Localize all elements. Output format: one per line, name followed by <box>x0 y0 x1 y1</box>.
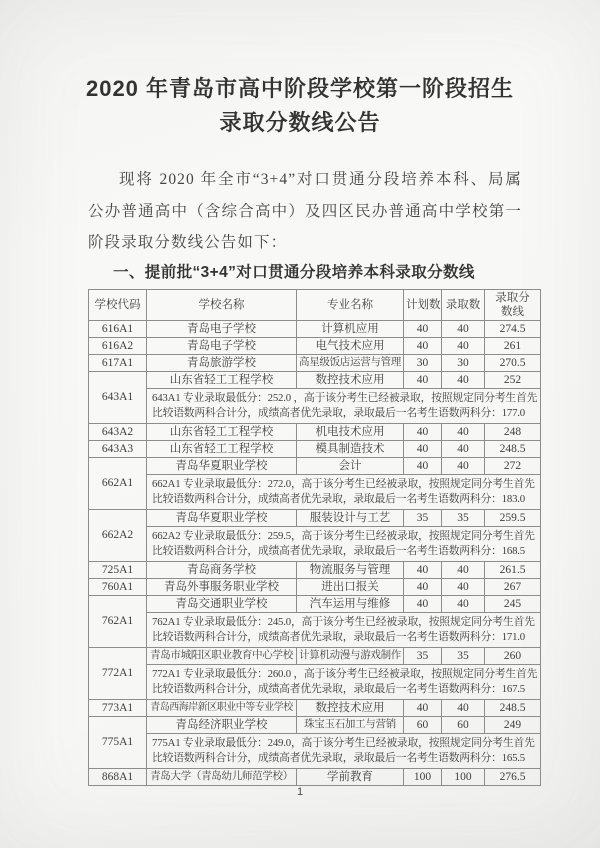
school-code-cell: 617A1 <box>89 354 147 371</box>
school-code-cell: 643A3 <box>89 440 147 457</box>
title-line-2: 录取分数线公告 <box>219 110 381 135</box>
score-line-cell: 270.5 <box>485 354 541 371</box>
school-code-cell: 662A1 <box>89 457 147 509</box>
note-line: 比较语数两科合计分，成绩高者优先录取，录取最后一名考生语数两科分：168.5 <box>152 544 525 557</box>
admitted-count-cell: 40 <box>442 457 485 474</box>
section-heading: 一、提前批“3+4”对口贯通分段培养本科录取分数线 <box>113 263 475 281</box>
score-line-cell: 248.5 <box>485 440 541 457</box>
admitted-count-cell: 40 <box>442 561 485 578</box>
school-name-cell: 青岛交通职业学校 <box>147 595 297 612</box>
plan-count-cell: 40 <box>404 423 442 440</box>
school-code-cell: 662A2 <box>89 509 147 561</box>
admitted-count-cell: 40 <box>442 320 485 337</box>
header-score-line <box>485 289 541 320</box>
school-name-cell: 青岛旅游学校 <box>147 354 297 371</box>
score-line-cell: 249 <box>485 716 541 733</box>
scores-table <box>88 289 541 786</box>
admitted-count-cell: 40 <box>442 440 485 457</box>
plan-count-cell: 40 <box>404 595 442 612</box>
school-code-cell: 868A1 <box>89 768 147 785</box>
note-line: 762A1 专业录取最低分：245.0，高于该分考生已经被录取，按照规定同分考生首先 <box>152 615 535 628</box>
note-line: 772A1 专业录取最低分：260.0 ，高于该分考生已经被录取，按照规定同分考生首先 <box>152 667 537 680</box>
school-name-cell: 青岛电子学校 <box>147 337 297 354</box>
table-row <box>89 561 541 578</box>
table-row <box>89 354 541 371</box>
table-row <box>89 320 541 337</box>
plan-count-cell: 40 <box>404 457 442 474</box>
major-name-cell: 电气技术应用 <box>297 337 404 354</box>
school-name-cell: 青岛外事服务职业学校 <box>147 578 297 595</box>
admitted-count-cell: 30 <box>442 354 485 371</box>
admitted-count-cell: 40 <box>442 337 485 354</box>
header-admitted-count: 录取数 <box>442 289 485 320</box>
admitted-count-cell: 100 <box>442 768 485 785</box>
page-number: 1 <box>296 786 304 798</box>
school-code-cell: 775A1 <box>89 716 147 768</box>
table-note-row <box>89 474 541 509</box>
table-row <box>89 337 541 354</box>
table-row <box>89 647 541 664</box>
plan-count-cell: 40 <box>404 337 442 354</box>
school-code-cell: 643A1 <box>89 371 147 423</box>
table-row <box>89 423 541 440</box>
major-name-cell: 高星级饭店运营与管理 <box>297 354 404 371</box>
major-name-cell: 会计 <box>297 457 404 474</box>
school-name-cell: 青岛大学（青岛幼儿师范学校） <box>147 768 297 785</box>
major-name-cell: 汽车运用与维修 <box>297 595 404 612</box>
major-name-cell: 学前教育 <box>297 768 404 785</box>
score-line-cell: 248.5 <box>485 699 541 716</box>
school-name-cell: 青岛华夏职业学校 <box>147 509 297 526</box>
header-school-code: 学校代码 <box>89 289 147 320</box>
plan-count-cell: 35 <box>404 647 442 664</box>
admission-note-cell <box>147 733 541 768</box>
table-note-row <box>89 664 541 699</box>
plan-count-cell: 40 <box>404 371 442 388</box>
table-note-row <box>89 612 541 647</box>
major-name-cell: 数控技术应用 <box>297 371 404 388</box>
score-line-cell: 260 <box>485 647 541 664</box>
admission-note-cell <box>147 474 541 509</box>
admitted-count-cell: 40 <box>442 699 485 716</box>
table-note-row <box>89 388 541 423</box>
school-code-cell: 760A1 <box>89 578 147 595</box>
school-code-cell: 772A1 <box>89 647 147 699</box>
table-row <box>89 371 541 388</box>
major-name-cell: 机电技术应用 <box>297 423 404 440</box>
table-row <box>89 768 541 785</box>
school-name-cell: 青岛经济职业学校 <box>147 716 297 733</box>
admitted-count-cell: 40 <box>442 595 485 612</box>
table-row <box>89 716 541 733</box>
admission-note-cell <box>147 612 541 647</box>
note-line: 662A2 专业录取最低分：259.5，高于该分考生已经被录取，按照规定同分考生首先 <box>152 529 535 542</box>
school-name-cell: 山东省轻工工程学校 <box>147 423 297 440</box>
plan-count-cell: 40 <box>404 578 442 595</box>
table-body <box>89 320 541 785</box>
note-line: 比较语数两科合计分，成绩高者优先录取，录取最后一名考生语数两科分：171.0 <box>152 630 525 643</box>
admitted-count-cell: 35 <box>442 647 485 664</box>
table-note-row <box>89 526 541 561</box>
plan-count-cell: 35 <box>404 509 442 526</box>
score-line-cell: 276.5 <box>485 768 541 785</box>
major-name-cell: 模具制造技术 <box>297 440 404 457</box>
page-title <box>10 72 590 140</box>
score-line-cell: 272 <box>485 457 541 474</box>
note-line: 比较语数两科合计分，成绩高者优先录取，录取最后一名考生语数两科分：183.0 <box>152 492 525 505</box>
school-code-cell: 773A1 <box>89 699 147 716</box>
title-line-1: 2020 年青岛市高中阶段学校第一阶段招生 <box>85 76 515 101</box>
admission-note-cell <box>147 388 541 423</box>
table-row <box>89 578 541 595</box>
school-name-cell: 山东省轻工工程学校 <box>147 371 297 388</box>
note-line: 比较语数两科合计分，成绩高者优先录取，录取最后一名考生语数两科分：165.5 <box>152 751 525 764</box>
table-header-row <box>89 289 541 320</box>
plan-count-cell: 40 <box>404 561 442 578</box>
plan-count-cell: 30 <box>404 354 442 371</box>
header-school-name: 学校名称 <box>147 289 297 320</box>
intro-paragraph: 现将 2020 年全市“3+4”对口贯通分段培养本科、局属公办普通高中（含综合高中）及四区民办普通高中学校第一阶段录取分数线公告如下： <box>88 171 522 251</box>
admitted-count-cell: 40 <box>442 578 485 595</box>
admitted-count-cell: 40 <box>442 371 485 388</box>
table-row <box>89 457 541 474</box>
school-name-cell: 青岛市城阳区职业教育中心学校 <box>147 647 297 664</box>
plan-count-cell: 100 <box>404 768 442 785</box>
plan-count-cell: 40 <box>404 320 442 337</box>
score-line-cell: 267 <box>485 578 541 595</box>
table-row <box>89 699 541 716</box>
score-line-cell: 274.5 <box>485 320 541 337</box>
score-line-cell: 261.5 <box>485 561 541 578</box>
admitted-count-cell: 35 <box>442 509 485 526</box>
table-note-row <box>89 733 541 768</box>
score-line-cell: 252 <box>485 371 541 388</box>
school-name-cell: 山东省轻工工程学校 <box>147 440 297 457</box>
school-code-cell: 643A2 <box>89 423 147 440</box>
school-code-cell: 725A1 <box>89 561 147 578</box>
school-code-cell: 616A1 <box>89 320 147 337</box>
header-major-name: 专业名称 <box>297 289 404 320</box>
table-row <box>89 595 541 612</box>
score-line-cell: 245 <box>485 595 541 612</box>
school-code-cell: 616A2 <box>89 337 147 354</box>
major-name-cell: 计算机动漫与游戏制作 <box>297 647 404 664</box>
school-name-cell: 青岛商务学校 <box>147 561 297 578</box>
plan-count-cell: 40 <box>404 440 442 457</box>
note-line: 775A1 专业录取最低分：249.0，高于该分考生已经被录取，按照规定同分考生首先 <box>152 736 535 749</box>
score-line-cell: 248 <box>485 423 541 440</box>
school-code-cell: 762A1 <box>89 595 147 647</box>
admitted-count-cell: 40 <box>442 423 485 440</box>
admission-note-cell <box>147 664 541 699</box>
header-plan-count: 计划数 <box>404 289 442 320</box>
note-line: 比较语数两科合计分，成绩高者优先录取，录取最后一名考生语数两科分：167.5 <box>152 682 525 695</box>
score-line-cell: 261 <box>485 337 541 354</box>
plan-count-cell: 60 <box>404 716 442 733</box>
major-name-cell: 计算机应用 <box>297 320 404 337</box>
header-score-line-label: 录取分数线 <box>495 291 530 318</box>
major-name-cell: 数控技术应用 <box>297 699 404 716</box>
major-name-cell: 服装设计与工艺 <box>297 509 404 526</box>
score-line-cell: 259.5 <box>485 509 541 526</box>
note-line: 643A1 专业录取最低分：252.0 ，高于该分考生已经被录取，按照规定同分考生首先 <box>152 391 537 404</box>
note-line: 比较语数两科合计分，成绩高者优先录取，录取最后一名考生语数两科分：177.0 <box>152 406 525 419</box>
school-name-cell: 青岛华夏职业学校 <box>147 457 297 474</box>
major-name-cell: 物流服务与管理 <box>297 561 404 578</box>
table-row <box>89 440 541 457</box>
plan-count-cell: 40 <box>404 699 442 716</box>
school-name-cell: 青岛电子学校 <box>147 320 297 337</box>
major-name-cell: 进出口报关 <box>297 578 404 595</box>
major-name-cell: 珠宝玉石加工与营销 <box>297 716 404 733</box>
table-row <box>89 509 541 526</box>
school-name-cell: 青岛西海岸新区职业中等专业学校 <box>147 699 297 716</box>
admission-note-cell <box>147 526 541 561</box>
admitted-count-cell: 60 <box>442 716 485 733</box>
note-line: 662A1 专业录取最低分：272.0，高于该分考生已经被录取，按照规定同分考生首先 <box>152 477 535 490</box>
